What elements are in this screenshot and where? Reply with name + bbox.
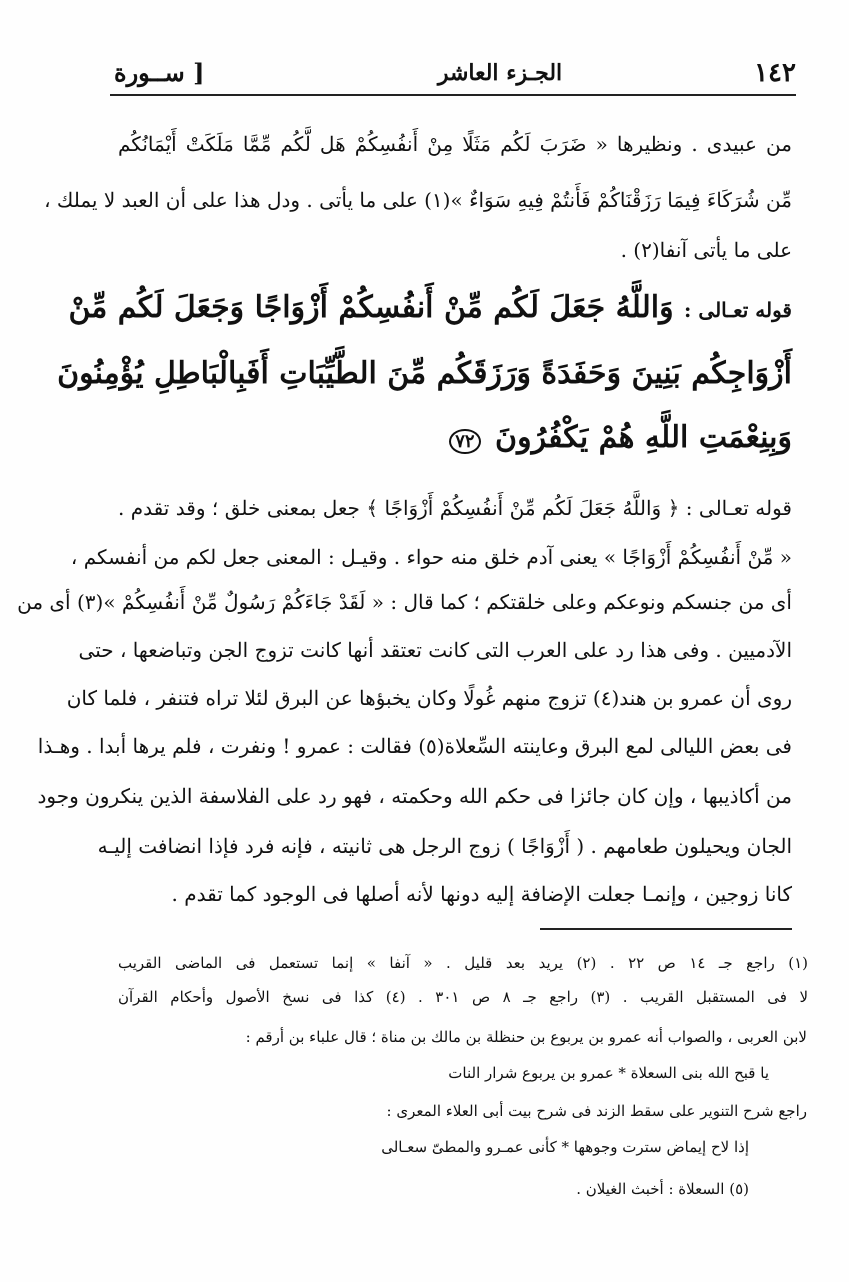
commentary-line: أى من جنسكم ونوعكم وعلى خلقتكم ؛ كما قال : « لَقَدْ جَاءَكُمْ رَسُولٌ مِّنْ أَنفُسِكُمْ »(٣) أى من [17, 590, 792, 614]
commentary-line: كانا زوجين ، وإنمـا جعلت الإضافة إليه دونها لأنه أصلها فى الوجود كما تقدم . [171, 882, 792, 906]
commentary-line: روى أن عمرو بن هند(٤) تزوج منهم غُولًا وكان يخبؤها عن البرق لئلا تراه فتنفر ، فلما كان [66, 686, 792, 710]
footnote-line: راجع شرح التنوير على سقط الزند فى شرح بيت أبى العلاء المعرى : [386, 1102, 807, 1120]
footnote-line: لابن العربى ، والصواب أنه عمرو بن يربوع بن حنظلة بن مالك بن مناة ؛ قال علباء بن أرقم : [245, 1028, 807, 1046]
juz-title: الجـزء العاشر [437, 60, 563, 86]
commentary-line: قوله تعـالى : ﴿ وَاللَّهُ جَعَلَ لَكُم مِّنْ أَنفُسِكُمْ أَزْوَاجًا ﴾ جعل بمعنى خلق ؛ وقد تقدم . [118, 496, 792, 520]
footnote-line: (٥) السعلاة : أخبث الغيلان . [576, 1180, 749, 1198]
intro-line: على ما يأتى آنفا(٢) . [620, 238, 792, 262]
page-number: ١٤٢ [754, 58, 796, 88]
verse-line-1 [68, 290, 792, 325]
footnote-line: لا فى المستقبل القريب . (٣) راجع جـ ٨ ص ٣٠١ . (٤) كذا فى نسخ الأصول وأحكام القرآن [118, 988, 808, 1006]
header-rule [110, 94, 796, 96]
verse-line-2: أَزْوَاجِكُم بَنِينَ وَحَفَدَةً وَرَزَقَكُم مِّنَ الطَّيِّبَاتِ أَفَبِالْبَاطِلِ يُؤْمِنُونَ [57, 356, 792, 391]
verse-line-3 [118, 420, 792, 455]
footnote-line: (١) راجع جـ ١٤ ص ٢٢ . (٢) يريد بعد قليل . « آنفا » إنما تستعمل فى الماضى القريب [118, 954, 808, 972]
verse-text: وَاللَّهُ جَعَلَ لَكُم مِّنْ أَنفُسِكُمْ أَزْوَاجًا وَجَعَلَ لَكُم مِّنْ [68, 290, 674, 325]
intro-line: من عبيدى . ونظيرها « ضَرَبَ لَكُم مَثَلًا مِنْ أَنفُسِكُمْ هَل لَّكُم مِّمَّا مَلَكَتْ أَيْمَانُكُم [118, 132, 792, 156]
commentary-line: « مِّنْ أَنفُسِكُمْ أَزْوَاجًا » يعنى آدم خلق منه حواء . وقيـل : المعنى جعل لكم من أنفسكم ، [70, 545, 792, 569]
ayah-number-marker: ٧٢ [449, 429, 480, 454]
verse-text: وَبِنِعْمَتِ اللَّهِ هُمْ يَكْفُرُونَ [495, 420, 792, 455]
page-header [110, 52, 796, 92]
commentary-line: الجان ويحيلون طعامهم . ( أَزْوَاجًا ) زوج الرجل هى ثانيته ، فإنه فرد فإذا انضافت إليـه [97, 834, 792, 858]
verse-intro-label: قوله تعـالى : [684, 298, 792, 322]
footnote-verse: إذا لاح إيماض سترت وجوهها * كأنى عمـرو والمطىّ سعـالى [381, 1138, 749, 1156]
intro-line: مِّن شُرَكَاءَ فِيمَا رَزَقْنَاكُمْ فَأَنتُمْ فِيهِ سَوَاءٌ »(١) على ما يأتى . ودل هذا على أن العبد لا يملك ، [44, 188, 792, 212]
surah-label: [ ســورة [114, 58, 205, 87]
commentary-line: من أكاذيبها ، وإن كان جائزا فى حكم الله وحكمته ، فهو رد على الفلاسفة الذين ينكرون وجود [37, 784, 792, 808]
commentary-line: فى بعض الليالى لمع البرق وعاينته السِّعلاة(٥) فقالت : عمرو ! ونفرت ، فلم يرها أبدا . وهـذا [37, 734, 792, 758]
commentary-line: الآدميين . وفى هذا رد على العرب التى كانت تعتقد أنها كانت تزوج الجن وتباضعها ، حتى [78, 638, 792, 662]
footnote-verse: يا قبح الله بنى السعلاة * عمرو بن يربوع شرار النات [448, 1064, 769, 1082]
footnote-rule [540, 928, 792, 930]
